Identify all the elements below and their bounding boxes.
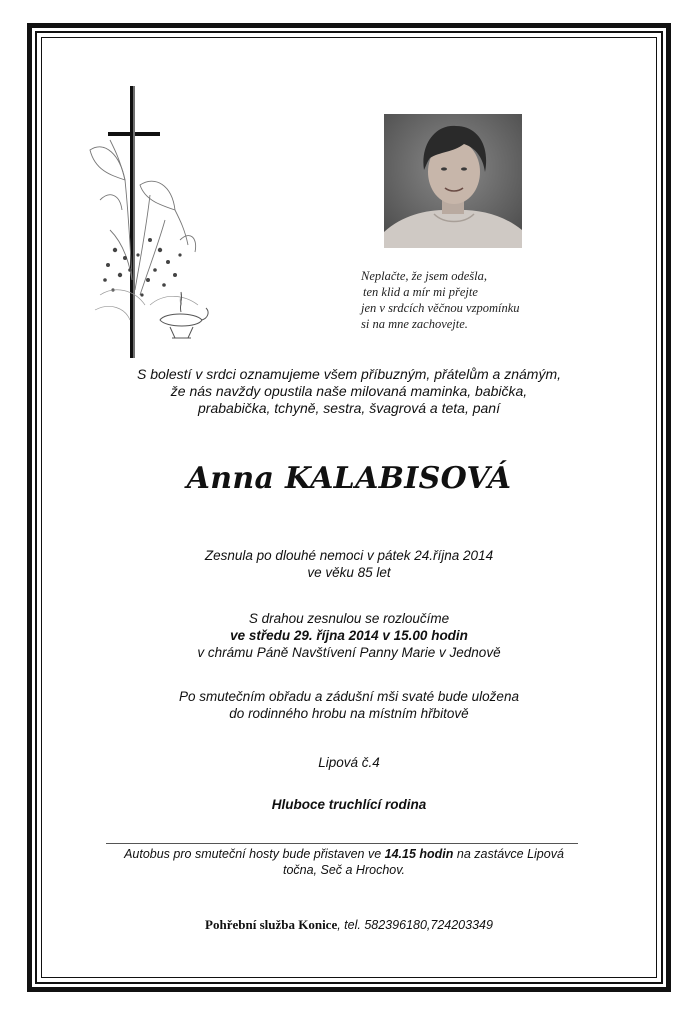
farewell-intro: S drahou zesnulou se rozloučíme [248, 611, 450, 626]
burial-line: Po smutečním obřadu a zádušní mši svaté bude uložena [179, 689, 519, 704]
farewell-info [60, 610, 638, 661]
bus-time: 14.15 hodin [384, 847, 454, 861]
burial-info [60, 688, 638, 722]
poem-line: Neplačte, že jsem odešla, [361, 269, 488, 283]
family-address: Lipová č.4 [318, 755, 380, 770]
divider-line [106, 843, 578, 844]
cross-lilies-icon [80, 80, 230, 370]
poem-line: jen v srdcích věčnou vzpomínku [361, 301, 520, 315]
family-signature: Hluboce truchlící rodina [271, 797, 427, 812]
funeral-service-phone: , tel. 582396180,724203349 [337, 918, 493, 932]
announcement-line: že nás navždy opustila naše milovaná maminka, babička, [170, 383, 528, 399]
poem-line: ten klid a mír mi přejte [363, 285, 478, 299]
bus-line-2: točna, Seč a Hrochov. [282, 863, 406, 877]
poem [361, 268, 621, 332]
announcement-line: prababička, tchyně, sestra, švagrová a teta, paní [198, 400, 500, 416]
bus-info [106, 846, 582, 878]
portrait-photo [384, 114, 522, 248]
bus-line-1 [106, 846, 582, 862]
bus-text: na zastávce Lipová [453, 847, 564, 861]
poem-line: si na mne zachovejte. [361, 317, 468, 331]
death-age-line: ve věku 85 let [307, 565, 391, 580]
bus-text: Autobus pro smuteční hosty bude přistaven ve [124, 847, 385, 861]
funeral-service [60, 917, 638, 933]
death-info [60, 547, 638, 581]
burial-line: do rodinného hrobu na místním hřbitově [229, 706, 469, 721]
death-date-line: Zesnula po dlouhé nemoci v pátek 24.října 2014 [204, 548, 494, 563]
funeral-service-name: Pohřební služba Konice [205, 917, 338, 932]
announcement-line: S bolestí v srdci oznamujeme všem příbuzným, přátelům a známým, [136, 366, 562, 382]
farewell-place: v chrámu Páně Navštívení Panny Marie v Jednově [197, 645, 501, 660]
farewell-datetime: ve středu 29. října 2014 v 15.00 hodin [230, 628, 468, 643]
deceased-name: Anna KALABISOVÁ [186, 461, 512, 496]
announcement-text [60, 366, 638, 417]
